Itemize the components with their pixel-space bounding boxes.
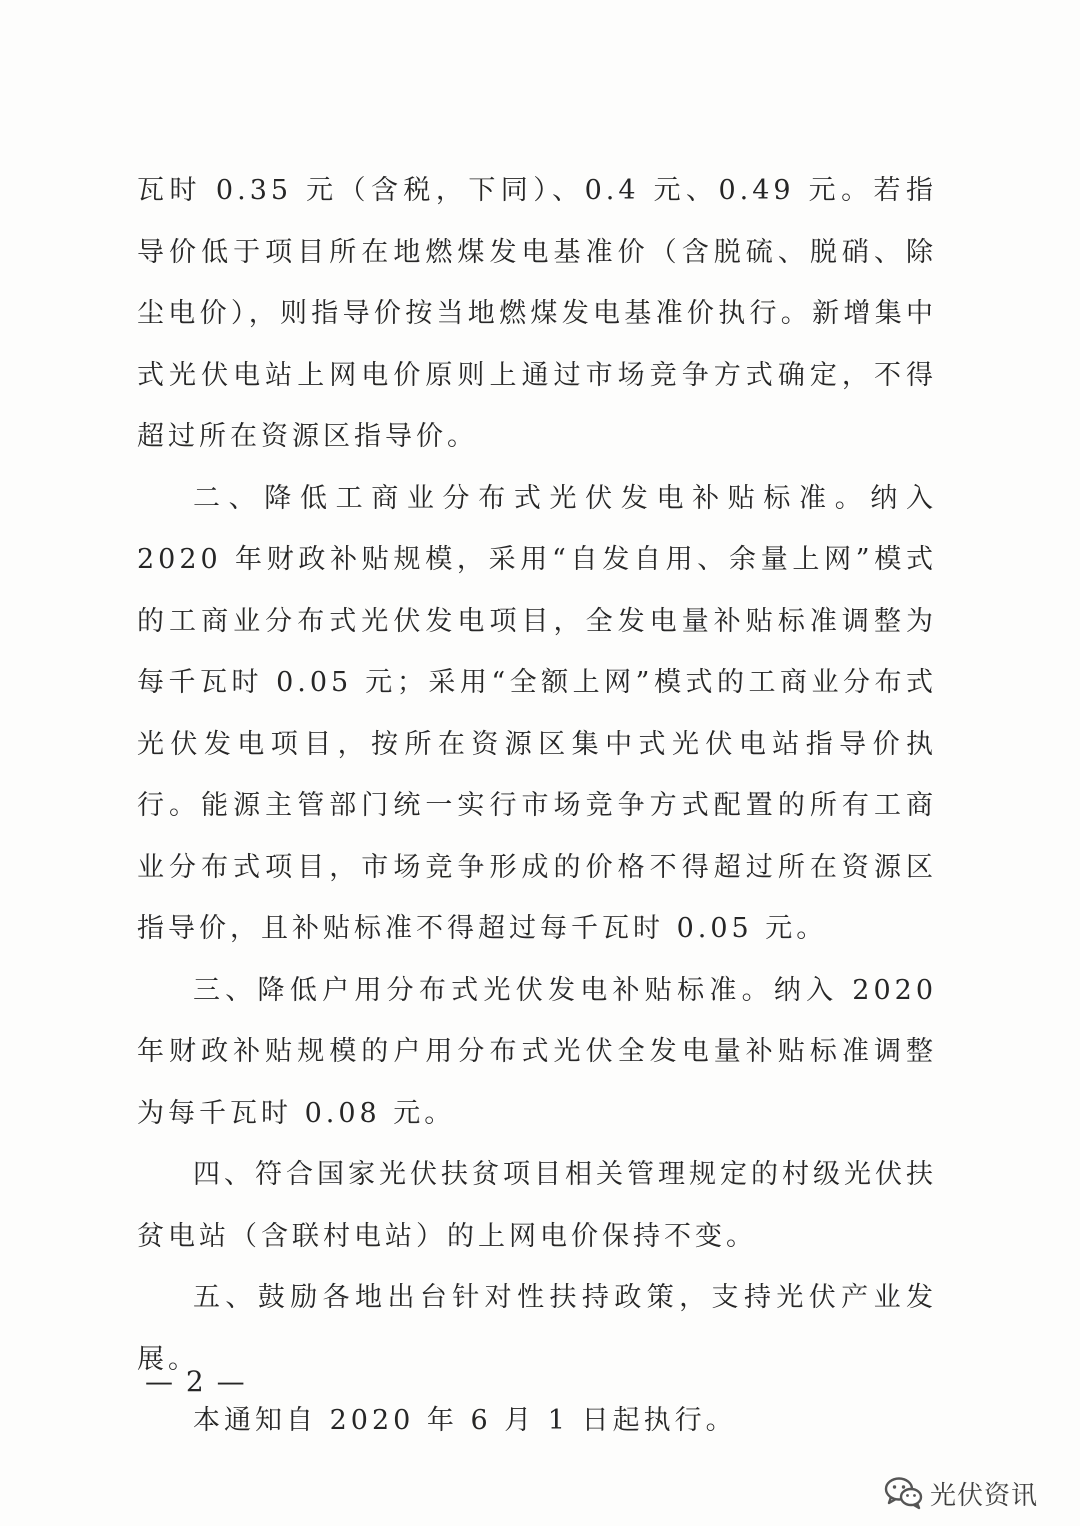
paragraph-item-4: 四、符合国家光伏扶贫项目相关管理规定的村级光伏扶贫电站（含联村电站）的上网电价保持不变。 xyxy=(137,1159,937,1252)
paragraph-item-5: 五、鼓励各地出台针对性扶持政策，支持光伏产业发展。 xyxy=(137,1282,937,1375)
page-number: — 2 — xyxy=(145,1365,247,1398)
document-body xyxy=(137,160,937,1452)
watermark-label: 光伏资讯 xyxy=(930,1480,1039,1511)
paragraph-effective-date: 本通知自 2020 年 6 月 1 日起执行。 xyxy=(193,1405,737,1436)
wechat-icon xyxy=(884,1476,924,1510)
paragraph-item-2: 二、降低工商业分布式光伏发电补贴标准。纳入 2020 年财政补贴规模，采用“自发自用、余量上网”模式的工商业分布式光伏发电项目，全发电量补贴标准调整为每千瓦时 0.05 元；采用“全额上网”模式的工商业分布式光伏发电项目，按所在资源区集中式光伏电站指导价执行。能源主管部门统一实行市场竞争方式配置的所有工商业分布式项目，市场竞争形成的价格不得超过所在资源区指导价，且补贴标准不得超过每千瓦时 0.05 元。 xyxy=(137,482,937,944)
watermark xyxy=(884,1473,1038,1513)
paragraph-item-3: 三、降低户用分布式光伏发电补贴标准。纳入 2020 年财政补贴规模的户用分布式光伏全发电量补贴标准调整为每千瓦时 0.08 元。 xyxy=(137,974,937,1129)
paragraph-continuation: 瓦时 0.35 元（含税，下同）、0.4 元、0.49 元。若指导价低于项目所在地燃煤发电基准价（含脱硫、脱硝、除尘电价），则指导价按当地燃煤发电基准价执行。新增集中式光伏电站上网电价原则上通过市场竞争方式确定，不得超过所在资源区指导价。 xyxy=(137,175,937,452)
